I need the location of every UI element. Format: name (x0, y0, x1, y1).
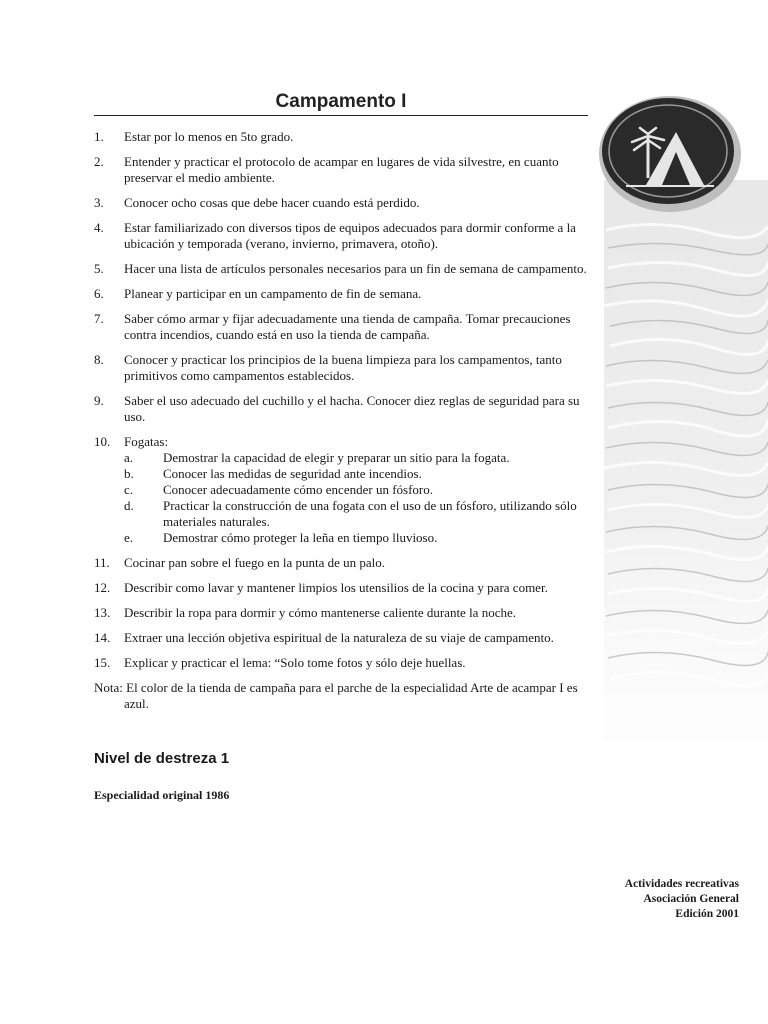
item-text: Hacer una lista de artículos personales necesarios para un fin de semana de campamento. (124, 261, 587, 276)
item-number: 15. (94, 655, 111, 670)
sub-item (124, 482, 594, 498)
list-item (94, 261, 594, 277)
item-number: 10. (94, 434, 111, 449)
sub-item-text: Conocer las medidas de seguridad ante incendios. (163, 466, 422, 481)
item-number: 1. (94, 129, 104, 144)
side-decoration (596, 90, 768, 750)
list-item (94, 154, 594, 186)
footer-line: Asociación General (643, 893, 739, 905)
item-text: Saber el uso adecuado del cuchillo y el hacha. Conocer diez reglas de seguridad para su uso. (124, 393, 580, 424)
item-number: 12. (94, 580, 111, 595)
sub-item-letter: e. (124, 530, 134, 545)
list-item (94, 286, 594, 302)
item-number: 9. (94, 393, 104, 408)
note: Nota: El color de la tienda de campaña para el parche de la especialidad Arte de acampar I es azul. (94, 680, 578, 711)
sub-item-text: Practicar la construcción de una fogata con el uso de un fósforo, utilizando sólo materiales naturales. (163, 498, 577, 529)
item-number: 14. (94, 630, 111, 645)
item-text: Describir la ropa para dormir y cómo mantenerse caliente durante la noche. (124, 605, 516, 620)
sub-item-letter: d. (124, 498, 134, 513)
list-item (94, 129, 594, 145)
requirements-list (94, 129, 594, 712)
item-text: Fogatas: (124, 434, 169, 449)
list-item (94, 580, 594, 596)
sub-item-text: Conocer adecuadamente cómo encender un fósforo. (163, 482, 433, 497)
sub-item-letter: a. (124, 450, 134, 465)
list-item (94, 655, 594, 671)
item-text: Estar por lo menos en 5to grado. (124, 129, 294, 144)
skill-level-heading: Nivel de destreza 1 (94, 750, 230, 767)
item-text: Saber cómo armar y fijar adecuadamente una tienda de campaña. Tomar precauciones contra incendios, cuando está en uso la tienda de campaña. (124, 311, 571, 342)
sub-item-text: Demostrar cómo proteger la leña en tiempo lluvioso. (163, 530, 438, 545)
item-number: 6. (94, 286, 104, 301)
item-number: 5. (94, 261, 104, 276)
title-rule (94, 115, 588, 116)
item-text: Extraer una lección objetiva espiritual de la naturaleza de su viaje de campamento. (124, 630, 554, 645)
footer-line: Edición 2001 (675, 908, 739, 920)
list-item-fogatas (94, 434, 594, 546)
item-text: Planear y participar en un campamento de fin de semana. (124, 286, 422, 301)
original-specialty: Especialidad original 1986 (94, 788, 230, 802)
sub-item (124, 466, 594, 482)
sub-item (124, 498, 594, 530)
list-item (94, 630, 594, 646)
list-item (94, 605, 594, 621)
sub-item (124, 530, 594, 546)
item-number: 4. (94, 220, 104, 235)
item-text: Describir como lavar y mantener limpios los utensilios de la cocina y para comer. (124, 580, 548, 595)
item-number: 8. (94, 352, 104, 367)
sub-item (124, 450, 594, 466)
item-text: Conocer ocho cosas que debe hacer cuando está perdido. (124, 195, 420, 210)
list-item (94, 195, 594, 211)
item-text: Entender y practicar el protocolo de acampar en lugares de vida silvestre, en cuanto preservar el medio ambiente. (124, 154, 559, 185)
list-item (94, 555, 594, 571)
list-item (94, 220, 594, 252)
item-number: 11. (94, 555, 110, 570)
item-text: Explicar y practicar el lema: “Solo tome fotos y sólo deje huellas. (124, 655, 466, 670)
footer-line: Actividades recreativas (624, 878, 739, 890)
rope-texture (604, 180, 768, 740)
list-item (94, 311, 594, 343)
fogatas-block (124, 434, 594, 546)
item-text: Cocinar pan sobre el fuego en la punta de un palo. (124, 555, 385, 570)
sub-item-letter: b. (124, 466, 134, 481)
sub-item-text: Demostrar la capacidad de elegir y preparar un sitio para la fogata. (163, 450, 510, 465)
item-text: Estar familiarizado con diversos tipos de equipos adecuados para dormir conforme a la ubicación y temporada (verano, invierno, primavera, otoño). (124, 220, 576, 251)
item-number: 3. (94, 195, 104, 210)
item-number: 7. (94, 311, 104, 326)
page-title: Campamento I (275, 91, 407, 112)
sub-item-letter: c. (124, 482, 134, 497)
footer (625, 877, 739, 922)
item-number: 2. (94, 154, 104, 169)
camping-badge-icon (599, 96, 741, 212)
item-number: 13. (94, 605, 111, 620)
list-item (94, 393, 594, 425)
item-text: Conocer y practicar los principios de la buena limpieza para los campamentos, tanto primitivos como campamentos establecidos. (124, 352, 562, 383)
list-item (94, 352, 594, 384)
